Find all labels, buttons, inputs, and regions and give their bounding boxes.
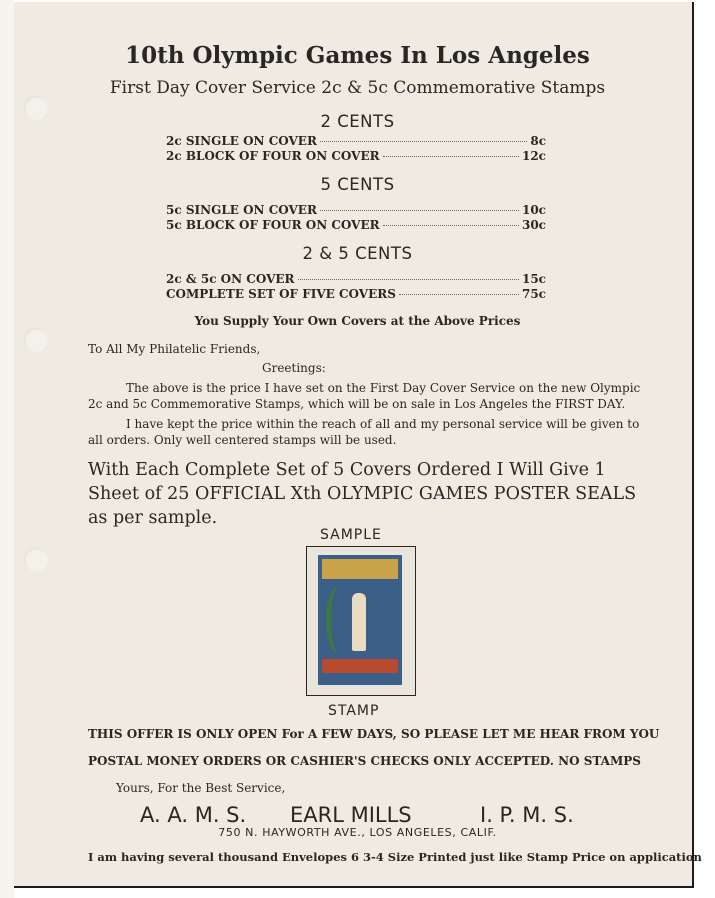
price-row-label: 2c & 5c ON COVER [166,272,295,286]
price-row-label: COMPLETE SET OF FIVE COVERS [166,287,396,301]
signature-left: A. A. M. S. [140,803,247,827]
price-row [166,134,546,148]
supply-note: You Supply Your Own Covers at the Above Prices [194,314,521,328]
leader-dots [383,225,519,226]
binder-hole [24,548,48,572]
athlete-figure [352,593,366,651]
paragraph-line: 2c and 5c Commemorative Stamps, which will be on sale in Los Angeles the FIRST DAY. [88,397,626,411]
page-title: 10th Olympic Games In Los Angeles [125,42,590,69]
price-row-label: 5c BLOCK OF FOUR ON COVER [166,218,380,232]
price-row [166,272,546,286]
address: 750 N. HAYWORTH AVE., LOS ANGELES, CALIF. [218,826,497,839]
stamp-label: STAMP [328,703,380,719]
footer-note: I am having several thousand Envelopes 6 3-4 Size Printed just like Stamp Price on application [88,850,702,864]
leader-dots [399,294,519,295]
leader-dots [320,141,527,142]
price-row-price: 75c [521,287,546,301]
price-row-price: 8c [530,134,546,148]
greeting: Greetings: [262,361,326,375]
poster-seal-sample [306,546,416,696]
binder-hole [24,328,48,352]
section-heading-2-cents: 2 CENTS [320,112,395,131]
signature-right: I. P. M. S. [480,803,574,827]
poster-seal-image [318,555,402,685]
price-row-label: 2c BLOCK OF FOUR ON COVER [166,149,380,163]
price-row-label: 2c SINGLE ON COVER [166,134,317,148]
price-row-price: 30c [521,218,546,232]
salutation: To All My Philatelic Friends, [88,342,261,356]
price-row [166,149,546,163]
price-row-price: 15c [521,272,546,286]
offer-line: POSTAL MONEY ORDERS OR CASHIER'S CHECKS ONLY ACCEPTED. NO STAMPS [88,754,641,768]
price-row-price: 12c [521,149,546,163]
paragraph-line: I have kept the price within the reach of all and my personal service will be given to [126,417,640,431]
price-row [166,287,546,301]
leader-dots [320,210,519,211]
leader-dots [383,156,519,157]
closing: Yours, For the Best Service, [116,781,286,795]
leader-dots [298,279,519,280]
sample-label: SAMPLE [320,527,382,543]
price-row [166,203,546,217]
price-row [166,218,546,232]
price-row-price: 10c [521,203,546,217]
offer-line: THIS OFFER IS ONLY OPEN For A FEW DAYS, SO PLEASE LET ME HEAR FROM YOU [88,727,660,741]
paragraph-line: all orders. Only well centered stamps will be used. [88,433,397,447]
paragraph-line: The above is the price I have set on the First Day Cover Service on the new Olympic [126,381,641,395]
section-heading-2-and-5-cents: 2 & 5 CENTS [302,244,413,263]
page-subtitle: First Day Cover Service 2c & 5c Commemorative Stamps [109,78,606,98]
section-heading-5-cents: 5 CENTS [320,175,395,194]
price-row-label: 5c SINGLE ON COVER [166,203,317,217]
signature-name: EARL MILLS [290,803,412,827]
offer-headline: With Each Complete Set of 5 Covers Ordered I Will Give 1 Sheet of 25 OFFICIAL Xth OLYMPIC GAMES POSTER SEALS as per sample. [88,460,637,528]
page-margin [0,0,14,898]
